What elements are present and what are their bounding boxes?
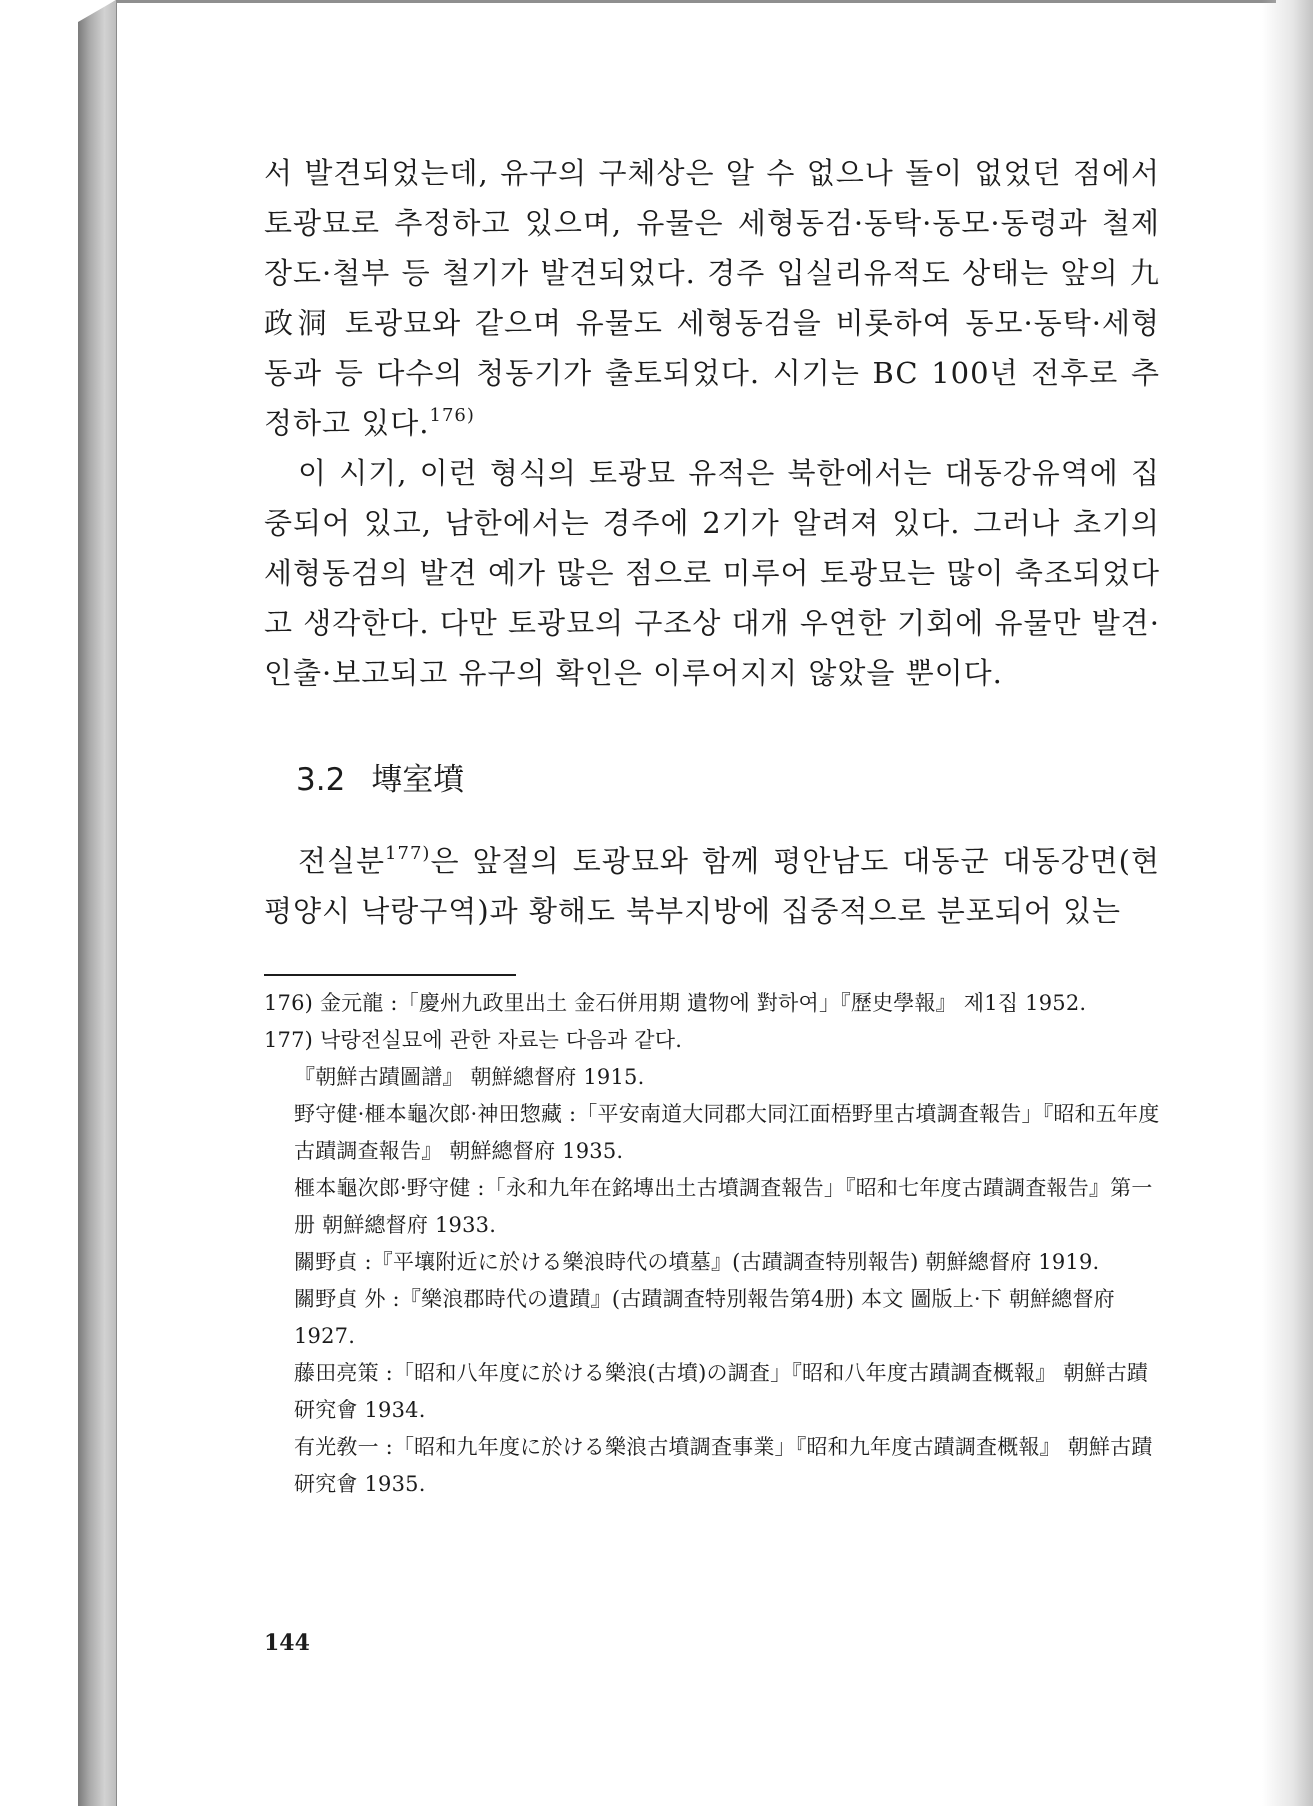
page-top-edge xyxy=(116,0,1276,3)
section-title: 塼室墳 xyxy=(371,762,465,798)
footnotes xyxy=(264,985,1160,1503)
paragraph-3 xyxy=(264,836,1160,936)
footnote-divider xyxy=(264,974,516,976)
reference-4: 關野貞 :『平壤附近に於ける樂浪時代の墳墓』(古蹟調查特別報告) 朝鮮總督府 1919. xyxy=(294,1250,1100,1274)
reference-2: 野守健·榧本龜次郎·神田惣藏 :「平安南道大同郡大同江面梧野里古墳調査報告」『昭和五年度古蹟調查報告』 朝鮮總督府 1935. xyxy=(294,1102,1160,1163)
reference-1: 『朝鮮古蹟圖譜』 朝鮮總督府 1915. xyxy=(294,1065,645,1089)
footnote-177: 177) 낙랑전실묘에 관한 자료는 다음과 같다. xyxy=(264,1028,683,1052)
paragraph-2: 이 시기, 이런 형식의 토광묘 유적은 북한에서는 대동강유역에 집중되어 있고, 남한에서는 경주에 2기가 알려져 있다. 그러나 초기의 세형동검의 발견 예가 많은 점으로 미루어 토광묘는 많이 축조되었다고 생각한다. 다만 토광묘의 구조상 대개 우연한 기회에 유물만 발견·인출·보고되고 유구의 확인은 이루어지지 않았을 뿐이다. xyxy=(264,456,1160,690)
paragraph-1 xyxy=(264,148,1160,448)
reference-5: 關野貞 外 :『樂浪郡時代の遺蹟』(古蹟調査特別報告第4册) 本文 圖版上·下 朝鮮總督府 1927. xyxy=(294,1287,1115,1348)
paragraph-3-text: 은 앞절의 토광묘와 함께 평안남도 대동군 대동강면(현 평양시 낙랑구역)과 황해도 북부지방에 집중적으로 분포되어 있는 xyxy=(264,844,1160,928)
reference-3: 榧本龜次郎·野守健 :「永和九年在銘塼出土古墳調査報告」『昭和七年度古蹟調査報告』第一册 朝鮮總督府 1933. xyxy=(294,1176,1153,1237)
paragraph-3-start: 전실분 xyxy=(298,844,386,878)
body-text-bottom xyxy=(264,836,1160,936)
section-number: 3.2 xyxy=(296,762,346,798)
paragraph-1-text: 서 발견되었는데, 유구의 구체상은 알 수 없으나 돌이 없었던 점에서 토광묘로 추정하고 있으며, 유물은 세형동검·동탁·동모·동령과 철제장도·철부 등 철기가 발견되었다. 경주 입실리유적도 상태는 앞의 九政洞 토광묘와 같으며 유물도 세형동검을 비롯하여 동모·동탁·세형동과 등 다수의 청동기가 출토되었다. 시기는 BC 100년 전후로 추정하고 있다. xyxy=(264,156,1160,440)
footnote-ref-177[interactable]: 177) xyxy=(385,843,431,864)
reference-7: 有光敎一 :「昭和九年度に於ける樂浪古墳調査事業」『昭和九年度古蹟調査概報』 朝鮮古蹟研究會 1935. xyxy=(294,1435,1153,1496)
book-spine xyxy=(78,0,116,1806)
reference-6: 藤田亮策 :「昭和八年度に於ける樂浪(古墳)の調査」『昭和八年度古蹟調査概報』 朝鮮古蹟研究會 1934. xyxy=(294,1361,1149,1422)
footnote-ref-176[interactable]: 176) xyxy=(429,405,475,426)
page-edge-shadow xyxy=(1262,0,1313,1806)
page-number: 144 xyxy=(264,1630,310,1656)
footnote-176: 176) 金元龍 :「慶州九政里出土 金石併用期 遺物에 對하여」『歷史學報』 제1집 1952. xyxy=(264,991,1087,1015)
section-heading xyxy=(296,754,490,799)
body-text-top xyxy=(264,148,1160,698)
